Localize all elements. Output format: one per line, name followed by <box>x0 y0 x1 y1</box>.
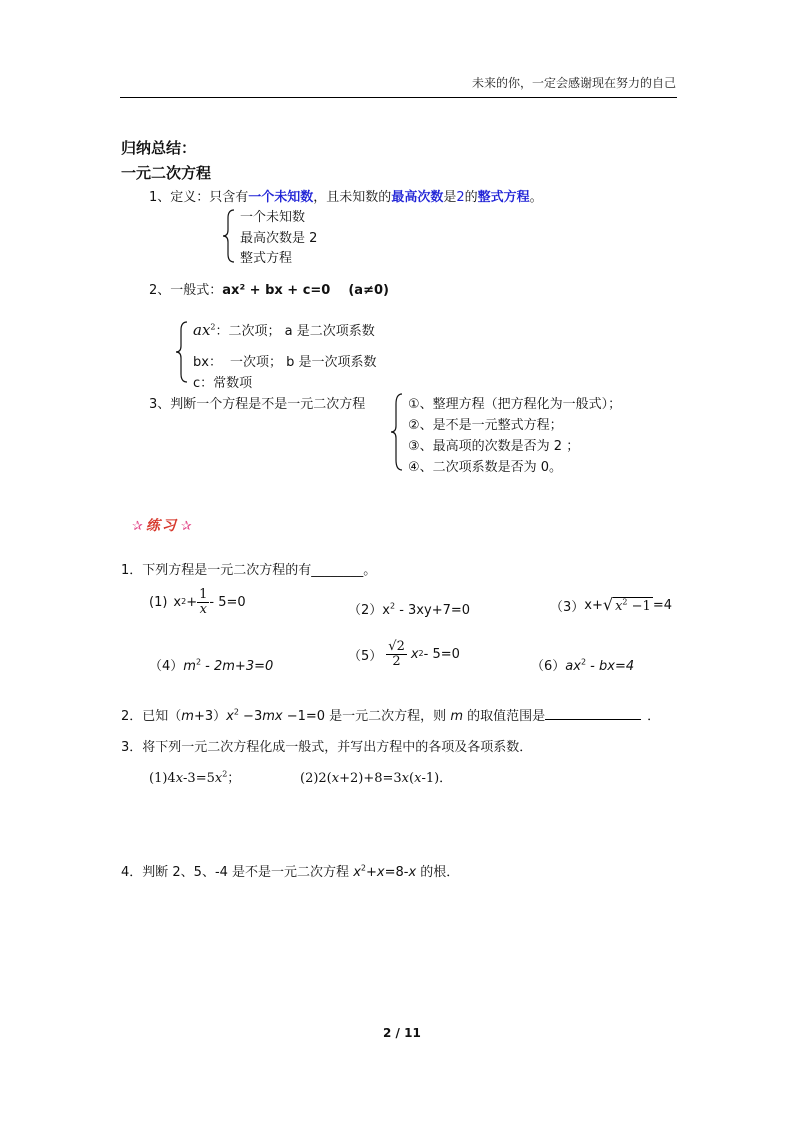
option-var: m <box>183 659 196 674</box>
def-key-unknown: 一个未知数 <box>248 190 314 205</box>
q2-var: m <box>450 709 463 724</box>
sqrt-radicand <box>613 597 653 614</box>
judge-prefix: 3、判断一个方程是不是一元二次方程 <box>149 397 366 412</box>
general-form-line <box>149 279 389 298</box>
option-label: （4） <box>149 659 184 674</box>
option-var: ax <box>565 659 581 674</box>
option-exp: 2 <box>580 657 587 667</box>
term-linear-text: 一次项； b 是一次项系数 <box>229 355 377 370</box>
option-var: x <box>382 603 390 618</box>
q3-part: (2)2( <box>300 771 332 786</box>
def-mid1: ，且未知数的 <box>313 190 392 205</box>
option-label: （3） <box>550 600 585 615</box>
q1-option-6 <box>531 655 634 674</box>
term-quadratic <box>193 320 375 339</box>
sqrt <box>603 597 653 614</box>
q3-var: x <box>401 771 410 786</box>
option-label: （5） <box>348 648 383 664</box>
radicand-tail: −1 <box>627 599 651 614</box>
q4-var: x <box>408 865 417 880</box>
option-var: x <box>410 646 419 662</box>
definition-brace <box>222 208 236 264</box>
q2-part: −1=0 是一元二次方程，则 <box>282 709 451 724</box>
term-quadratic-text: ：二次项； a 是二次项系数 <box>215 324 375 339</box>
option-tail: - 5=0 <box>423 646 460 662</box>
general-formula: ax² + bx + c=0 <box>222 283 331 298</box>
fraction <box>197 588 209 616</box>
sqrt-sign: √ <box>602 595 614 614</box>
q4-var: x <box>353 865 361 880</box>
option-tail: - 5=0 <box>209 594 246 610</box>
q2-part: 2．已知（ <box>121 709 182 724</box>
summary-heading: 归纳总结： <box>121 139 197 157</box>
fraction-den: x <box>199 601 207 617</box>
def-item-3: 整式方程 <box>240 251 293 266</box>
practice-title <box>132 515 192 535</box>
radicand-exp: 2 <box>622 597 628 607</box>
practice-title-text: 练习 <box>145 518 178 534</box>
term-quadratic-var: ax <box>193 321 211 339</box>
option-var: x <box>173 594 182 610</box>
term-linear <box>193 351 376 370</box>
terms-brace <box>175 320 189 384</box>
topic-title: 一元二次方程 <box>121 164 212 182</box>
judge-step-2: ②、是不是一元整式方程； <box>408 418 563 433</box>
q2-part: 的取值范围是 <box>462 709 546 724</box>
q1-option-3 <box>550 596 672 615</box>
option-tail: - bx=4 <box>586 659 635 674</box>
def-key-two: 2 <box>456 190 465 205</box>
def-key-integral: 整式方程 <box>477 190 530 205</box>
def-item-2: 最高次数是 2 <box>240 231 318 246</box>
term-quadratic-exp: 2 <box>210 322 216 332</box>
term-linear-var: bx： <box>193 355 222 370</box>
option-label: （6） <box>531 659 566 674</box>
judge-step-1: ①、整理方程（把方程化为一般式）； <box>408 397 622 412</box>
q2-var: mx <box>262 709 283 724</box>
q3-part-2 <box>300 767 452 786</box>
q3-part: -1)． <box>421 771 453 786</box>
option-tail: =4 <box>652 598 672 613</box>
header-rule <box>120 97 677 98</box>
q3-part-1 <box>149 767 240 786</box>
q4-part: 的根． <box>416 865 460 880</box>
option-exp: 2 <box>389 601 396 611</box>
q2-part: +3） <box>193 709 227 724</box>
q2-var: x <box>226 709 234 724</box>
fraction <box>386 640 407 668</box>
def-mid3: 的 <box>464 190 478 205</box>
q3-stem: 3．将下列一元二次方程化成一般式，并写出方程中的各项及各项系数． <box>121 740 533 755</box>
q3-exp: 2 <box>222 769 228 779</box>
q4-part: 4．判断 2、5、-4 是不是一元二次方程 <box>121 865 354 880</box>
def-mid2: 是 <box>443 190 457 205</box>
option-label: (1) <box>149 594 168 610</box>
option-tail: - 3xy+7=0 <box>395 603 471 618</box>
header-slogan: 未来的你，一定会感谢现在努力的自己 <box>472 76 677 90</box>
q4-exp: 2 <box>360 863 366 873</box>
def-prefix: 1、定义：只含有 <box>149 190 249 205</box>
general-condition: (a≠0) <box>348 283 389 298</box>
fraction-num: 1 <box>199 587 208 602</box>
q4-part: =8- <box>384 865 409 880</box>
q4-var: x <box>376 865 385 880</box>
q2-part: −3 <box>238 709 263 724</box>
q4-stem <box>121 861 459 880</box>
q4-part: + <box>365 865 377 880</box>
term-constant: c：常数项 <box>193 376 253 391</box>
option-label: （2） <box>348 603 383 618</box>
option-plus: + <box>186 594 198 610</box>
radicand-var: x <box>615 599 623 614</box>
q3-var: x <box>331 771 340 786</box>
general-prefix: 2、一般式： <box>149 283 223 298</box>
star-icon: ✰ <box>132 519 143 534</box>
definition-line <box>149 186 543 205</box>
fraction-num: √2 <box>388 639 405 654</box>
q3-part: ( <box>409 771 415 786</box>
q1-option-5: （5） $\frac{√2}{2}$ x 2 - 5=0 <box>348 639 460 669</box>
q3-part: ； <box>227 771 241 786</box>
q3-part: (1)4 <box>149 771 176 786</box>
option-exp: 2 <box>195 657 202 667</box>
option-var: x+ <box>584 598 603 613</box>
q3-part: -3=5 <box>183 771 215 786</box>
q1-option-1: (1) x 2 + $\frac{1}{x}$ - 5=0 <box>149 587 246 617</box>
q2-var: m <box>181 709 194 724</box>
q3-var: x <box>414 771 422 786</box>
page-number: 2 / 11 <box>383 1026 421 1040</box>
option-tail: - 2m+3=0 <box>201 659 274 674</box>
q2-stem <box>121 705 660 724</box>
judge-step-3: ③、最高项的次数是否为 2 ； <box>408 439 580 454</box>
def-end: 。 <box>529 190 543 205</box>
q1-stem: 1．下列方程是一元二次方程的有________。 <box>121 563 377 578</box>
def-item-1: 一个未知数 <box>240 210 306 225</box>
answer-blank[interactable] <box>545 719 641 720</box>
q3-var: x <box>214 771 223 786</box>
judge-brace <box>390 392 404 472</box>
q2-exp: 2 <box>233 707 239 717</box>
star-icon: ✰ <box>180 519 192 534</box>
def-key-degree: 最高次数 <box>391 190 444 205</box>
fraction-den: 2 <box>392 653 401 669</box>
q3-part: +2)+8=3 <box>339 771 402 786</box>
q1-option-2 <box>348 599 470 618</box>
judge-step-4: ④、二次项系数是否为 0。 <box>408 460 563 475</box>
q3-var: x <box>175 771 184 786</box>
q2-part: ． <box>647 709 661 724</box>
q1-option-4 <box>149 655 273 674</box>
